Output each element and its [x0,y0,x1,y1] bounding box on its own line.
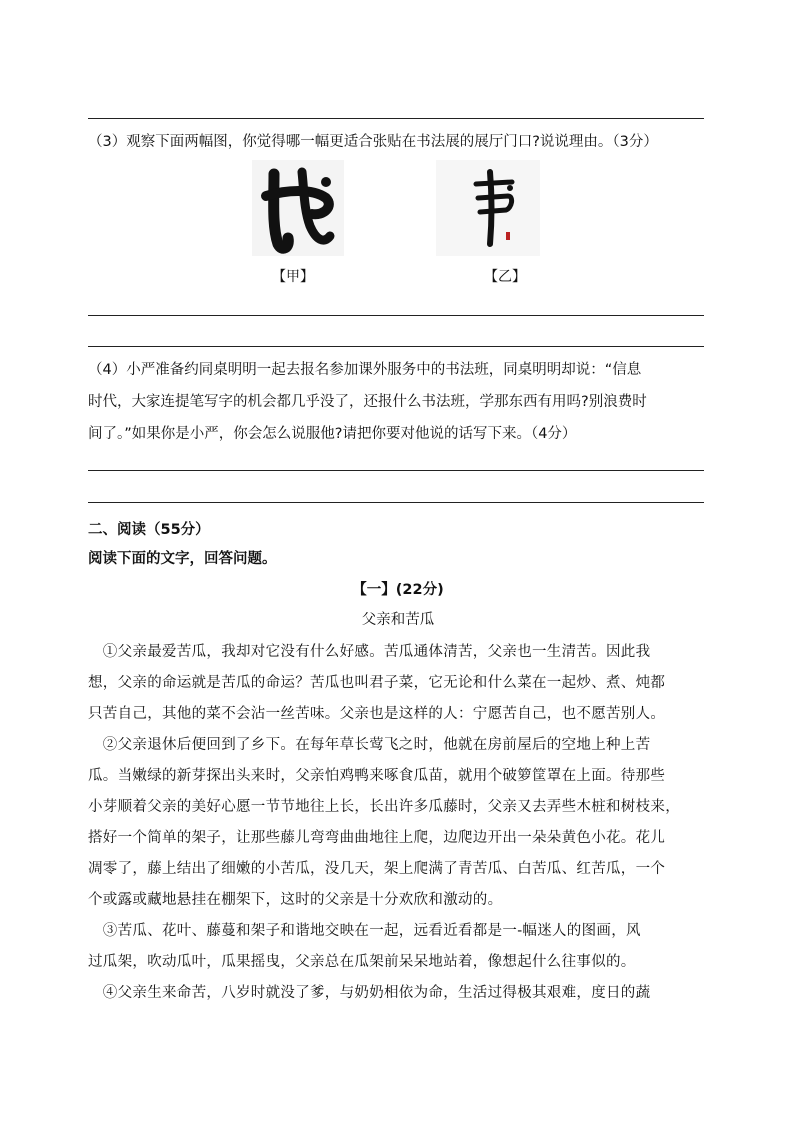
section-instruction: 阅读下面的文字，回答问题。 [88,551,277,567]
glyph-a: 书 [252,160,253,161]
calligraphy-image-a [252,160,344,256]
answer-line [88,470,704,471]
part-heading: 【一】(22分) [352,582,444,598]
answer-line [88,118,704,119]
paragraph-line: ①父亲最爱苦瓜，我却对它没有什么好感。苦瓜通体清苦，父亲也一生清苦。因此我 [88,644,651,660]
paragraph-line: 凋零了，藤上结出了细嫩的小苦瓜，没几天，架上爬满了青苦瓜、白苦瓜、红苦瓜，一个 [88,861,666,877]
answer-line [88,502,704,503]
paragraph-line: 只苦自己，其他的菜不会沾一丝苦味。父亲也是这样的人：宁愿苦自己，也不愿苦别人。 [88,706,666,722]
q4-line-3: 间了。”如果你是小严，你会怎么说服他?请把你要对他说的话写下来。（4分） [88,426,577,442]
paragraph-line: 瓜。当嫩绿的新芽探出头来时，父亲怕鸡鸭来啄食瓜苗，就用个破箩筐罩在上面。待那些 [88,768,666,784]
paragraph-line: ③苦瓜、花叶、藤蔓和架子和谐地交映在一起，远看近看都是一-幅迷人的图画，风 [88,923,641,939]
q3-prompt: （3）观察下面两幅图，你觉得哪一幅更适合张贴在书法展的展厅门口?说说理由。（3分） [88,134,658,150]
paragraph-line: 小芽顺着父亲的美好心愿一节节地往上长，长出许多瓜藤时，父亲又去弄些木桩和树枝来， [88,799,680,815]
image-a-label: 【甲】 [272,269,314,285]
q4-line-2: 时代，大家连提笔写字的机会都几乎没了，还报什么书法班，学那东西有用吗?别浪费时 [88,394,647,410]
answer-line [88,346,704,347]
article-title: 父亲和苦瓜 [361,612,435,628]
calligraphy-image-b [436,160,540,256]
paragraph-line: 搭好一个简单的架子，让那些藤儿弯弯曲曲地往上爬，边爬边开出一朵朵黄色小花。花儿 [88,830,666,846]
q4-line-1: （4）小严准备约同桌明明一起去报名参加课外服务中的书法班，同桌明明却说：“信息 [88,362,642,378]
paragraph-line: ②父亲退休后便回到了乡下。在每年草长莺飞之时，他就在房前屋后的空地上种上苦 [88,737,651,753]
section-heading: 二、阅读（55分） [88,522,210,538]
paragraph-line: 想，父亲的命运就是苦瓜的命运？苦瓜也叫君子菜，它无论和什么菜在一起炒、煮、炖都 [88,675,666,691]
answer-line [88,315,704,316]
paragraph-line: 个或露或藏地悬挂在棚架下，这时的父亲是十分欢欣和激动的。 [88,892,503,908]
image-b-label: 【乙】 [484,269,526,285]
paragraph-line: ④父亲生来命苦，八岁时就没了爹，与奶奶相依为命，生活过得极其艰难，度日的蔬 [88,985,651,1001]
paragraph-line: 过瓜架，吹动瓜叶，瓜果摇曳，父亲总在瓜架前呆呆地站着，像想起什么往事似的。 [88,954,636,970]
